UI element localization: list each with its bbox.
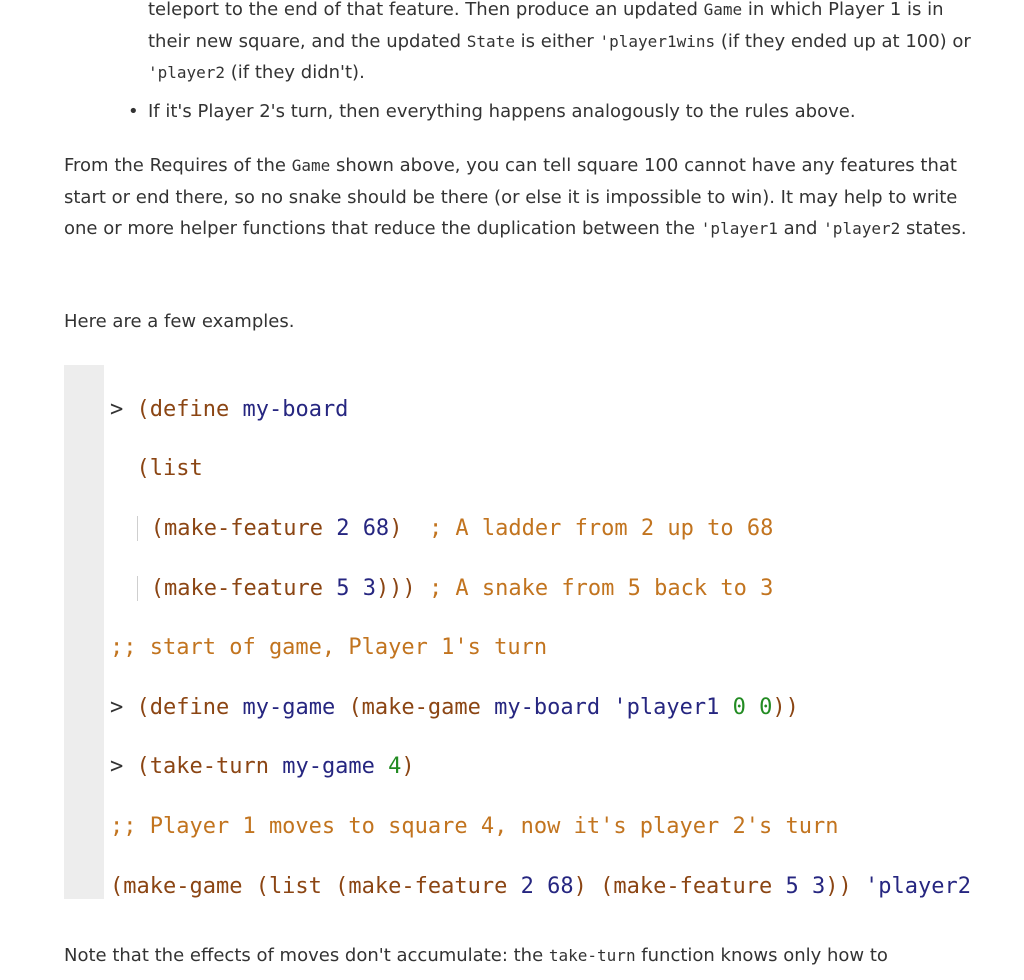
token: 0 [732,694,746,720]
code-line [110,872,976,899]
code-line [110,752,976,782]
token: ) [401,754,415,780]
token: (make-game [348,694,481,720]
token: (make-game (list (make-feature [110,873,508,899]
token: 5 [336,575,350,601]
code-line [110,454,976,484]
text-run: and [777,218,824,239]
token: (list [136,456,203,482]
text-run: Note that the effects of moves don't accumulate: the [64,945,549,966]
code-comment: ; A ladder from 2 up to 68 [428,515,774,541]
token: my-game [242,694,336,720]
token: my-game [282,754,375,780]
code-line [110,514,976,544]
text-run: is either [514,30,600,52]
token: 2 [520,873,534,899]
token: 4 [388,754,402,780]
token: (make-feature [150,575,323,601]
token: 0 [759,694,773,720]
token: 2 [336,515,350,541]
text-run: From the Requires of the [64,155,292,176]
repl-prompt: > [110,396,137,422]
paragraph-examples: Here are a few examples. [64,311,295,332]
token: 5 [785,873,799,899]
code-gutter [64,365,104,899]
inline-code-player2: 'player2 [823,219,901,238]
paragraph-requires [64,150,974,245]
indent-guide [137,516,151,541]
token: (define [136,694,230,720]
inline-code-take-turn: take-turn [548,946,636,965]
text-run: states. [900,218,967,239]
code-line [110,395,976,425]
code-example-block [110,365,976,899]
text-run: (if they didn't). [225,62,365,83]
bullet-item-player1-continuation [148,0,978,89]
code-line [110,693,976,723]
inline-code-game: Game [703,0,743,19]
token: )) [825,873,852,899]
inline-code-game: Game [291,156,331,175]
token: (make-feature [150,515,323,541]
inline-code-state: State [466,31,515,51]
token: 3 [362,575,376,601]
token: ) [389,515,403,541]
bullet-marker: • [128,101,139,122]
token: 3 [812,873,826,899]
token: 'player1 [613,694,720,720]
token: my-board [242,396,349,422]
code-line [110,574,976,604]
code-comment: ; A snake from 5 back to 3 [428,575,774,601]
text-run: teleport to the end of that feature. Then produce an updated [148,0,704,20]
token: my-board [494,694,601,720]
repl-prompt: > [110,754,137,780]
token: (take-turn [136,754,269,780]
code-line: ;; Player 1 moves to square 4, now it's player 2's turn [110,813,839,839]
paragraph-note [64,940,974,972]
text-run: (if they ended up at 100) or [715,30,971,52]
text-run: function knows only how to [635,945,888,966]
bullet-item-player2: If it's Player 2's turn, then everything happens analogously to the rules above. [148,101,856,122]
repl-prompt: > [110,694,137,720]
text-run: shown above, you can tell square 100 cannot have any features that start or end there, so no snake should be there (or else it is impossible to win). It may help to write one or more helper functions that reduce the duplication between the [64,155,958,239]
indent-guide [137,576,151,601]
text-run: in which Player 1 is in their new square, and the updated [148,0,944,52]
token: 68 [547,873,574,899]
inline-code-player1: 'player1 [700,219,778,238]
token: ) (make-feature [573,873,773,899]
token: 68 [362,515,390,541]
code-line: ;; start of game, Player 1's turn [110,635,548,661]
token: (define [136,396,230,422]
inline-code-player1wins: 'player1wins [599,31,716,51]
token: 'player2 [865,873,972,899]
inline-code-player2: 'player2 [148,63,226,82]
token: )) [772,694,799,720]
token: ))) [375,575,416,601]
